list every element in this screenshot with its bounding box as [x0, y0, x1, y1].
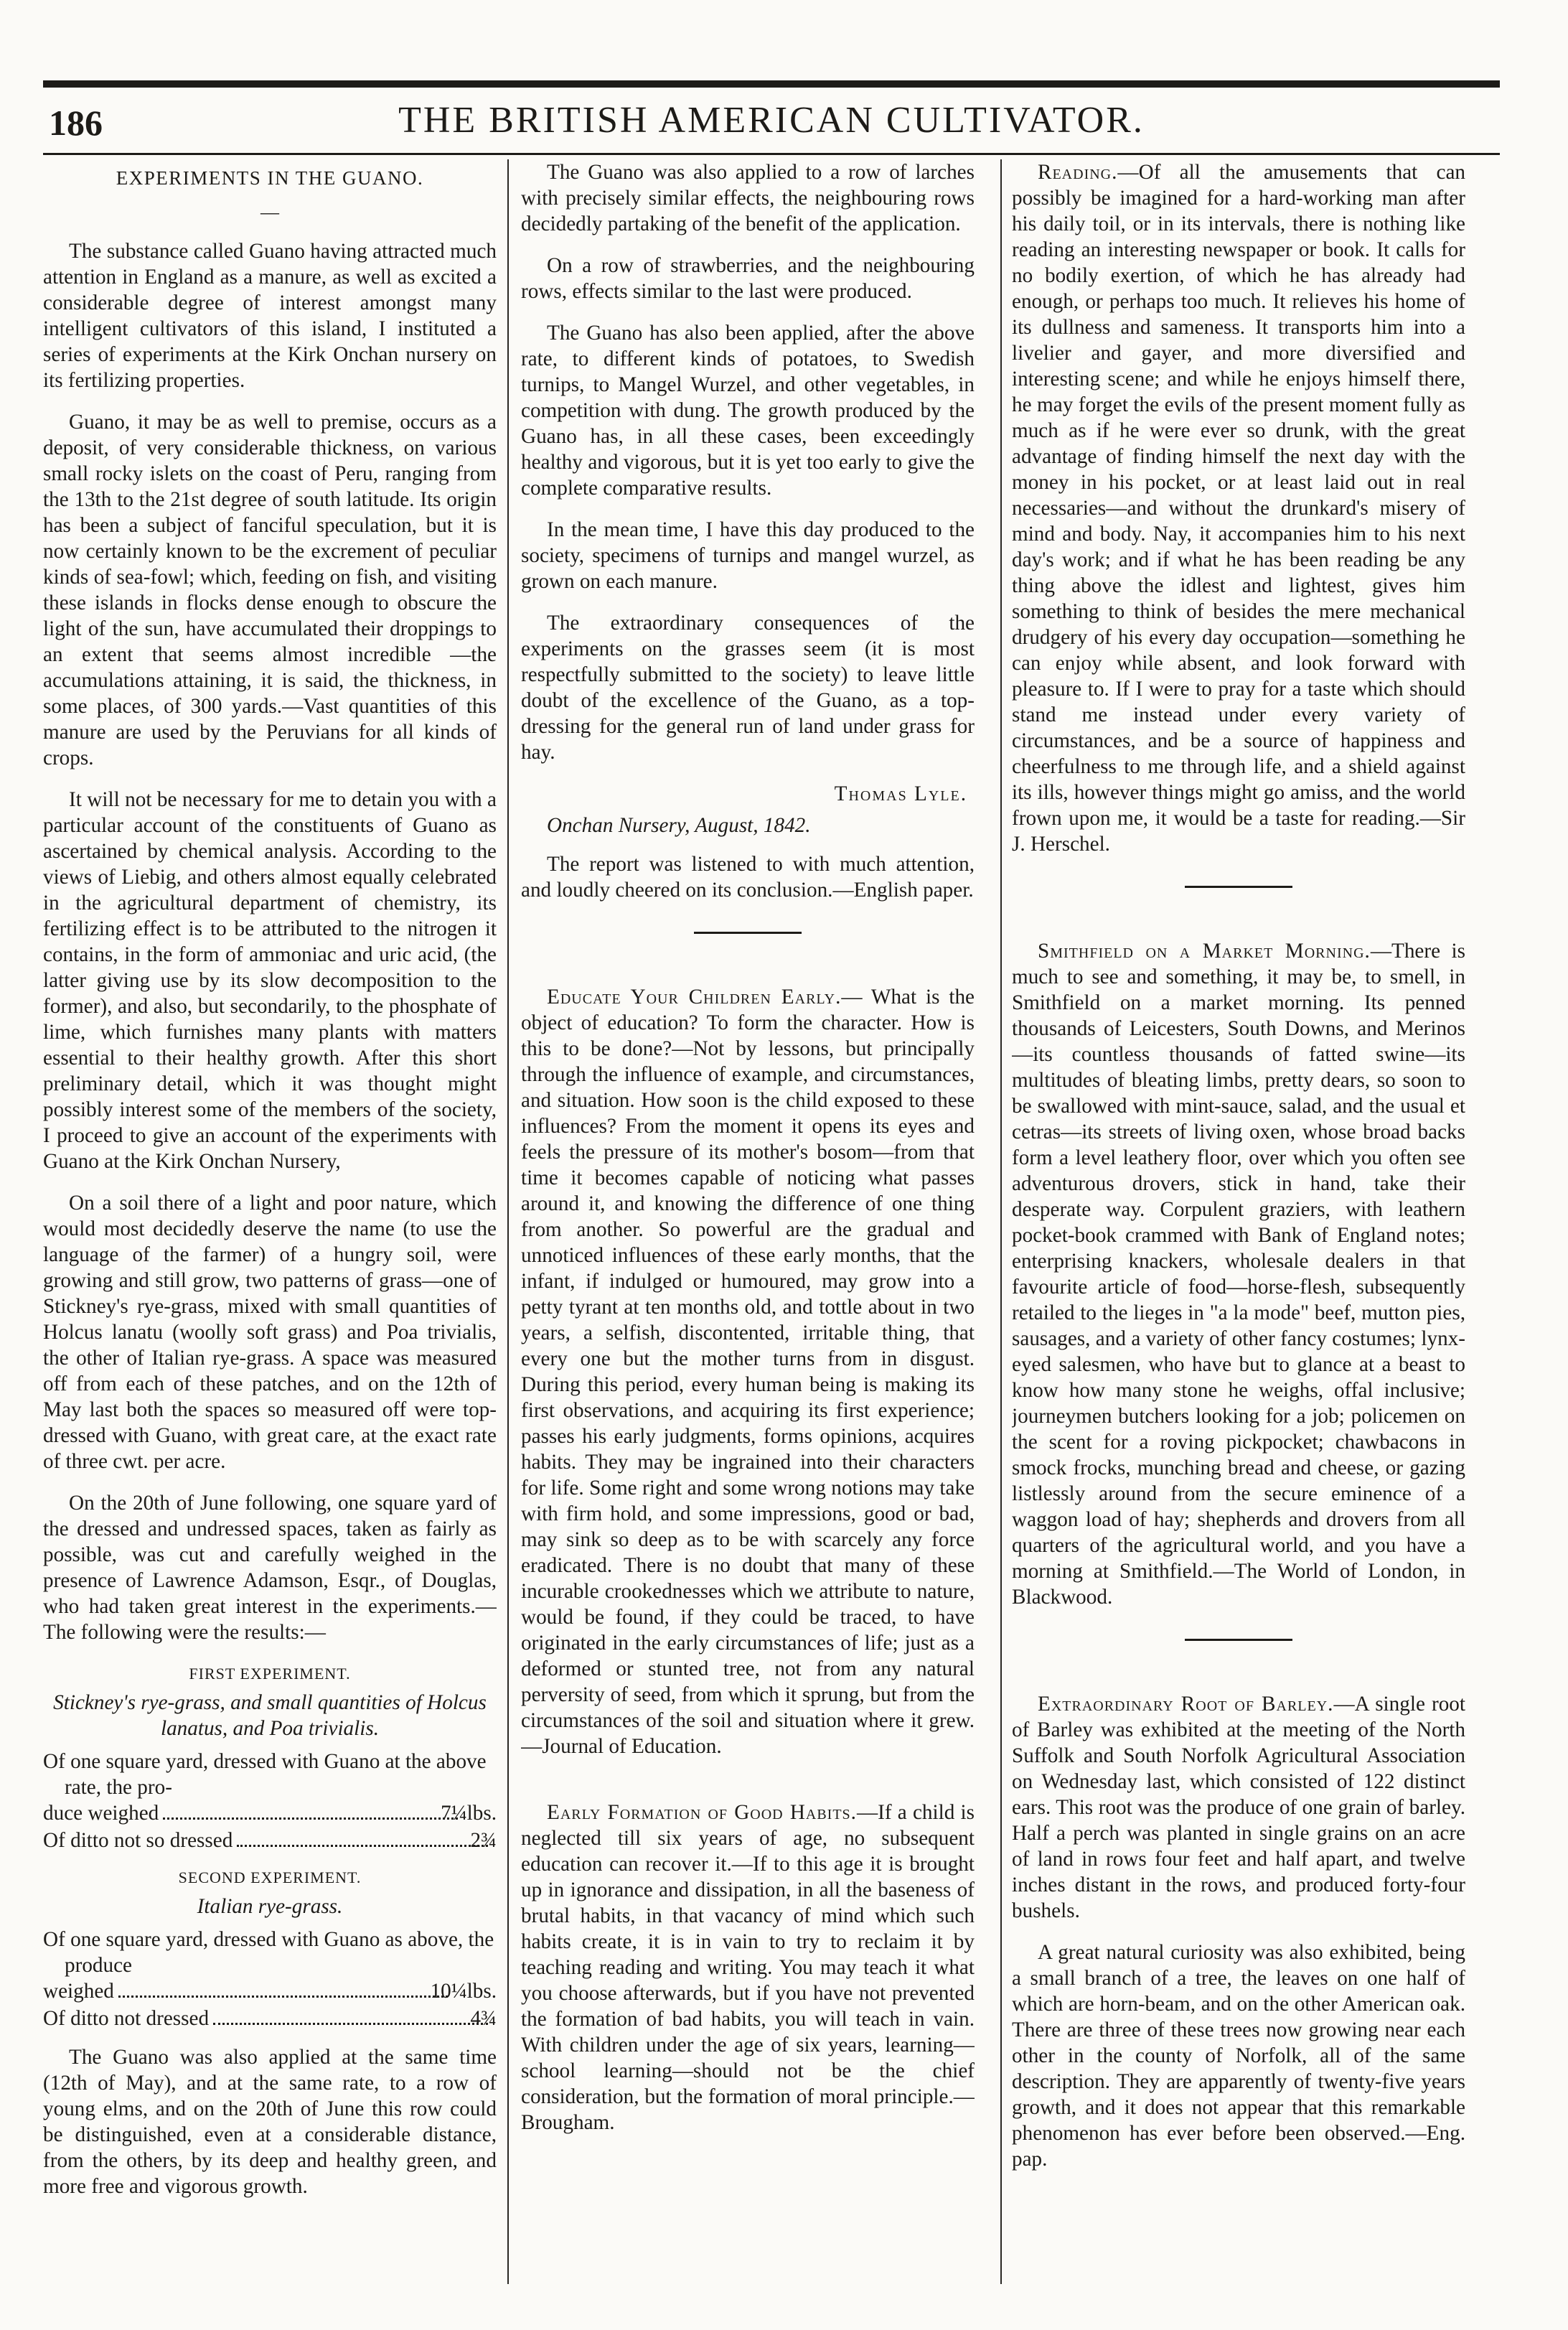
article-heading: Early Formation of Good Habits. — [547, 1801, 857, 1824]
article-heading: Extraordinary Root of Barley. — [1038, 1693, 1334, 1716]
column-divider — [507, 159, 509, 2284]
paragraph: A great natural curiosity was also exhibited, being a small branch of a tree, the leaves on one half of which are horn-beam, and on the other American oak. There are three of these trees now growing near each other in the county of Norfolk, all of the same description. They are apparently of twenty-five years growth, and it does not appear that this remarkable phenomenon has ever before been observed.—Eng. pap. — [1012, 1941, 1465, 2171]
article — [521, 984, 975, 1759]
experiment-subtitle: Italian rye-grass. — [197, 1895, 343, 1918]
result-label: Of ditto not so dressed — [43, 1829, 233, 1852]
signature-name: Thomas Lyle. — [834, 782, 967, 805]
result-value: 10¼lbs. — [430, 1980, 497, 2003]
result-value: 7¼lbs. — [441, 1802, 497, 1825]
result-label: duce weighed — [43, 1802, 159, 1825]
article-body: — What is the object of education? To form the character. How is this to be done?—Not by lessons, but principally through the influence of example, and circumstances, and situation. How soon is the child exposed to these influences? From the moment it opens its eyes and feels the pressure of its mother's bosom—from that time it becomes capable of noticing what passes around it, and knowing the difference of one thing from another. So powerful are the gradual and unnoticed influences of these early months, that the infant, if indulged or humoured, may grow into a petty tyrant at ten months old, and tottle about in two years, a selfish, discontented, irritable thing, that every one but the mother turns from in disgust. During this period, every human being is making its first observations, and acquiring its first experience; passes his early judgments, forms opinions, acquires habits. They may be ingrained into their characters for life. Some right and some wrong notions may take with firm hold, and some impressions, good or bad, may sink so deep as to be with scarcely any force eradicated. There is no doubt that many of these incurable crookednesses which we attribute to nature, would be found, if they could be traced, to have originated in the early circumstances of life; just as a deformed or stunted tree, not from any natural perversity of seed, from which it sprung, but from the circumstances of the soil and situation where it grew.—Journal of Education. — [521, 986, 975, 1758]
article-body: —There is much to see and something, it may be, to smell, in Smithfield on a market morning. Its penned thousands of Leicesters, South Downs, and Merinos—its countless thousands of fatted swine—its multitudes of bleating limbs, pretty dears, so soon to be swallowed with mint-sauce, salad, and the usual et cetras—its streets of living oxen, whose broad backs form a level leathery floor, over which you often see adventurous drovers, stick in hand, take their desperate way. Corpulent graziers, with leathern pocket-book crammed with Bank of England notes; enterprising knackers, wholesale dealers in that favourite article of food—horse-flesh, subsequently retailed to the lieges in "a la mode" beef, mutton pies, sausages, and a variety of other fancy costumes; lynx-eyed salesmen, who have but to glance at a beast to know how many stone he weighs, offal inclusive; journeymen butchers looking for a job; policemen on the scent for a roving pickpocket; chawbacons in smock frocks, munching bread and cheese, or gazing listlessly around from the secure eminence of a waggon load of hay; shepherds and drovers from all quarters of the agricultural world, and you have a morning at Smithfield.—The World of London, in Blackwood. — [1012, 940, 1465, 1609]
paragraph: On a row of strawberries, and the neighbouring rows, effects similar to the last were produced. — [521, 254, 975, 303]
paragraph: The extraordinary consequences of the experiments on the grasses seem (it is most respectfully submitted to the society) to leave little doubt of the excellence of the Guano, as a top-dressing for the general run of land under grass for hay. — [521, 612, 975, 764]
page-number: 186 — [49, 103, 103, 143]
experiment-heading: SECOND EXPERIMENT. — [178, 1868, 362, 1886]
result-lead: Of one square yard, dressed with Guano at the above rate, the pro- — [43, 1750, 487, 1799]
paragraph: In the mean time, I have this day produced to the society, specimens of turnips and mangel wurzel, as grown on each manure. — [521, 518, 975, 593]
page-header — [43, 99, 1500, 151]
column-3 — [1012, 159, 1465, 2277]
paragraph: On the 20th of June following, one square yard of the dressed and undressed spaces, taken as fairly as possible, was cut and carefully weighed in the presence of Lawrence Adamson, Esqr., of Douglas, who had taken great interest in the experiments.—The following were the results:— — [43, 1492, 497, 1644]
header-rule — [43, 153, 1500, 155]
paragraph: The Guano was also applied at the same time (12th of May), and at the same rate, to a row of young elms, and on the 20th of June this row could be distinguished, even at a considerable distance, from the others, by its deep and healthy green, and more free and vigorous growth. — [43, 2046, 497, 2198]
result-row — [43, 2006, 497, 2031]
top-decorative-rule — [43, 80, 1500, 88]
article — [1012, 1691, 1465, 1924]
result-value: 4¾ — [470, 2007, 497, 2030]
result-label: Of ditto not dressed — [43, 2007, 210, 2030]
leader-dots — [213, 2023, 487, 2025]
column-1 — [43, 159, 497, 2277]
leader-dots — [237, 1845, 487, 1847]
paragraph: The report was listened to with much attention, and loudly cheered on its conclusion.—English paper. — [521, 853, 975, 902]
paragraph: The Guano has also been applied, after the above rate, to different kinds of potatoes, to Swedish turnips, to Mangel Wurzel, and other vegetables, in competition with dung. The growth produced by the Guano has, in all these cases, been exceedingly healthy and vigorous, but it is yet too early to give the complete comparative results. — [521, 322, 975, 500]
paragraph: Guano, it may be as well to premise, occurs as a deposit, of very considerable thickness, on various small rocky islets on the coast of Peru, ranging from the 13th to the 21st degree of south latitude. Its origin has been a subject of fanciful speculation, but it is now certainly known to be the excrement of peculiar kinds of sea-fowl; which, feeding on fish, and visiting these islands in flocks dense enough to obscure the light of the sun, have accumulated their droppings to an extent that seems almost incredible —the accumulations attaining, it is said, the thickness, in some places, of 300 yards.—Vast quantities of this manure are used by the Peruvians for all kinds of crops. — [43, 411, 497, 769]
leader-dots — [163, 1817, 458, 1820]
paragraph: It will not be necessary for me to detain you with a particular account of the constituents of Guano as ascertained by chemical analysis. According to the views of Liebig, and others almost equally celebrated in the agricultural department of chemistry, its fertilizing effect is to be attributed to the nitrogen it contains, in the form of ammoniac and uric acid, (the latter giving use by its slow decomposition to the former), and also, but secondarily, to the phosphate of lime, which furnishes many plants with matters essential to their healthy growth. After this short preliminary detail, which it was thought might possibly interest some of the members of the society, I proceed to give an account of the experiments with Guano at the Kirk Onchan Nursery, — [43, 788, 497, 1173]
article — [1012, 159, 1465, 857]
paragraph: On a soil there of a light and poor nature, which would most decidedly deserve the name (to use the language of the farmer) of a hungry soil, were growing and still grow, two patterns of grass—one of Stickney's rye-grass, mixed with small quantities of Holcus lanatu (woolly soft grass) and Poa trivialis, the other of Italian rye-grass. A space was measured off from each of these patches, and on the 12th of May last both the spaces so measured off were top-dressed with Guano, with great care, at the exact rate of three cwt. per acre. — [43, 1192, 497, 1473]
paragraph: The substance called Guano having attracted much attention in England as a manure, as well as excited a considerable degree of interest amongst many intelligent cultivators of this island, I instituted a series of experiments at the Kirk Onchan nursery on its fertilizing properties. — [43, 240, 497, 392]
experiment-subtitle: Stickney's rye-grass, and small quantities of Holcus lanatus, and Poa trivialis. — [53, 1691, 487, 1740]
masthead-title: THE BRITISH AMERICAN CULTIVATOR. — [398, 100, 1145, 141]
result-row — [43, 1749, 497, 1826]
article-body: —If a child is neglected till six years of age, no subsequent education can recover it.—If to this age it is brought up in ignorance and dissipation, in all the baseness of brutal habits, in that vacancy of mind which such habits create, it is in vain to try to reclaim it by teaching reading and writing. You may teach it what you choose afterwards, but if you have not prevented the formation of bad habits, you will teach in vain. With children under the age of six years, learning—school learning—should not be the chief consideration, but the formation of moral principle.—Brougham. — [521, 1801, 975, 2134]
article — [521, 1800, 975, 2135]
article-body: —A single root of Barley was exhibited at the meeting of the North Suffolk and South Norfolk Agricultural Association on Wednesday last, which consisted of 122 distinct ears. This root was the produce of one grain of barley. Half a perch was planted in single grains on an acre of land in rows four feet and half apart, and twelve inches distant in the rows, and produced forty-four bushels. — [1012, 1693, 1465, 1922]
column-divider — [1000, 159, 1002, 2284]
article — [1012, 938, 1465, 1610]
article-heading: Reading. — [1038, 161, 1118, 184]
article-heading: Educate Your Children Early. — [547, 986, 842, 1009]
result-label: weighed — [43, 1980, 114, 2003]
experiment-heading: FIRST EXPERIMENT. — [189, 1665, 351, 1683]
section-separator — [1185, 886, 1292, 888]
title-dash: — — [260, 202, 279, 223]
result-value: 2¾ — [470, 1829, 497, 1852]
article-body: —Of all the amusements that can possibly be imagined for a hard-working man after his daily toil, or in its intervals, there is nothing like reading an interesting newspaper or book. It calls for no bodily exertion, of which he has already had enough, or perhaps too much. It relieves his home of its dullness and sameness. It transports him into a livelier and gayer, and more diversified and interesting scene; and while he enjoys himself there, he may forget the evils of the present moment fully as much as if he were ever so drunk, with the great advantage of finding himself the next day with the money in his pocket, or at least laid out in real necessaries—and without the drunkard's misery of mind and body. Nay, it accompanies him to his next day's work; and if what he has been reading be any thing above the idlest and lightest, gives him something to think of besides the mere mechanical drudgery of his every day occupation—something he can enjoy while absent, and look forward with pleasure to. If I were to pray for a taste which should stand me instead under every variety of circumstances, and be a source of happiness and cheerfulness to me through life, and a shield against its ills, however things might go amiss, and the world frown upon me, it would be a taste for reading.—Sir J. Herschel. — [1012, 161, 1465, 856]
article-heading: Smithfield on a Market Morning. — [1038, 940, 1371, 963]
result-row — [43, 1828, 497, 1853]
signature-date: Onchan Nursery, August, 1842. — [547, 814, 811, 837]
column-2 — [521, 159, 975, 2277]
result-row — [43, 1927, 497, 2004]
paragraph: The Guano was also applied to a row of larches with precisely similar effects, the neighbouring rows decidedly partaking of the benefit of the application. — [521, 161, 975, 235]
leader-dots — [118, 1996, 448, 1998]
section-separator — [694, 932, 802, 934]
article-title: EXPERIMENTS IN THE GUANO. — [116, 167, 424, 189]
section-separator — [1185, 1639, 1292, 1641]
result-lead: Of one square yard, dressed with Guano as above, the produce — [43, 1928, 494, 1977]
